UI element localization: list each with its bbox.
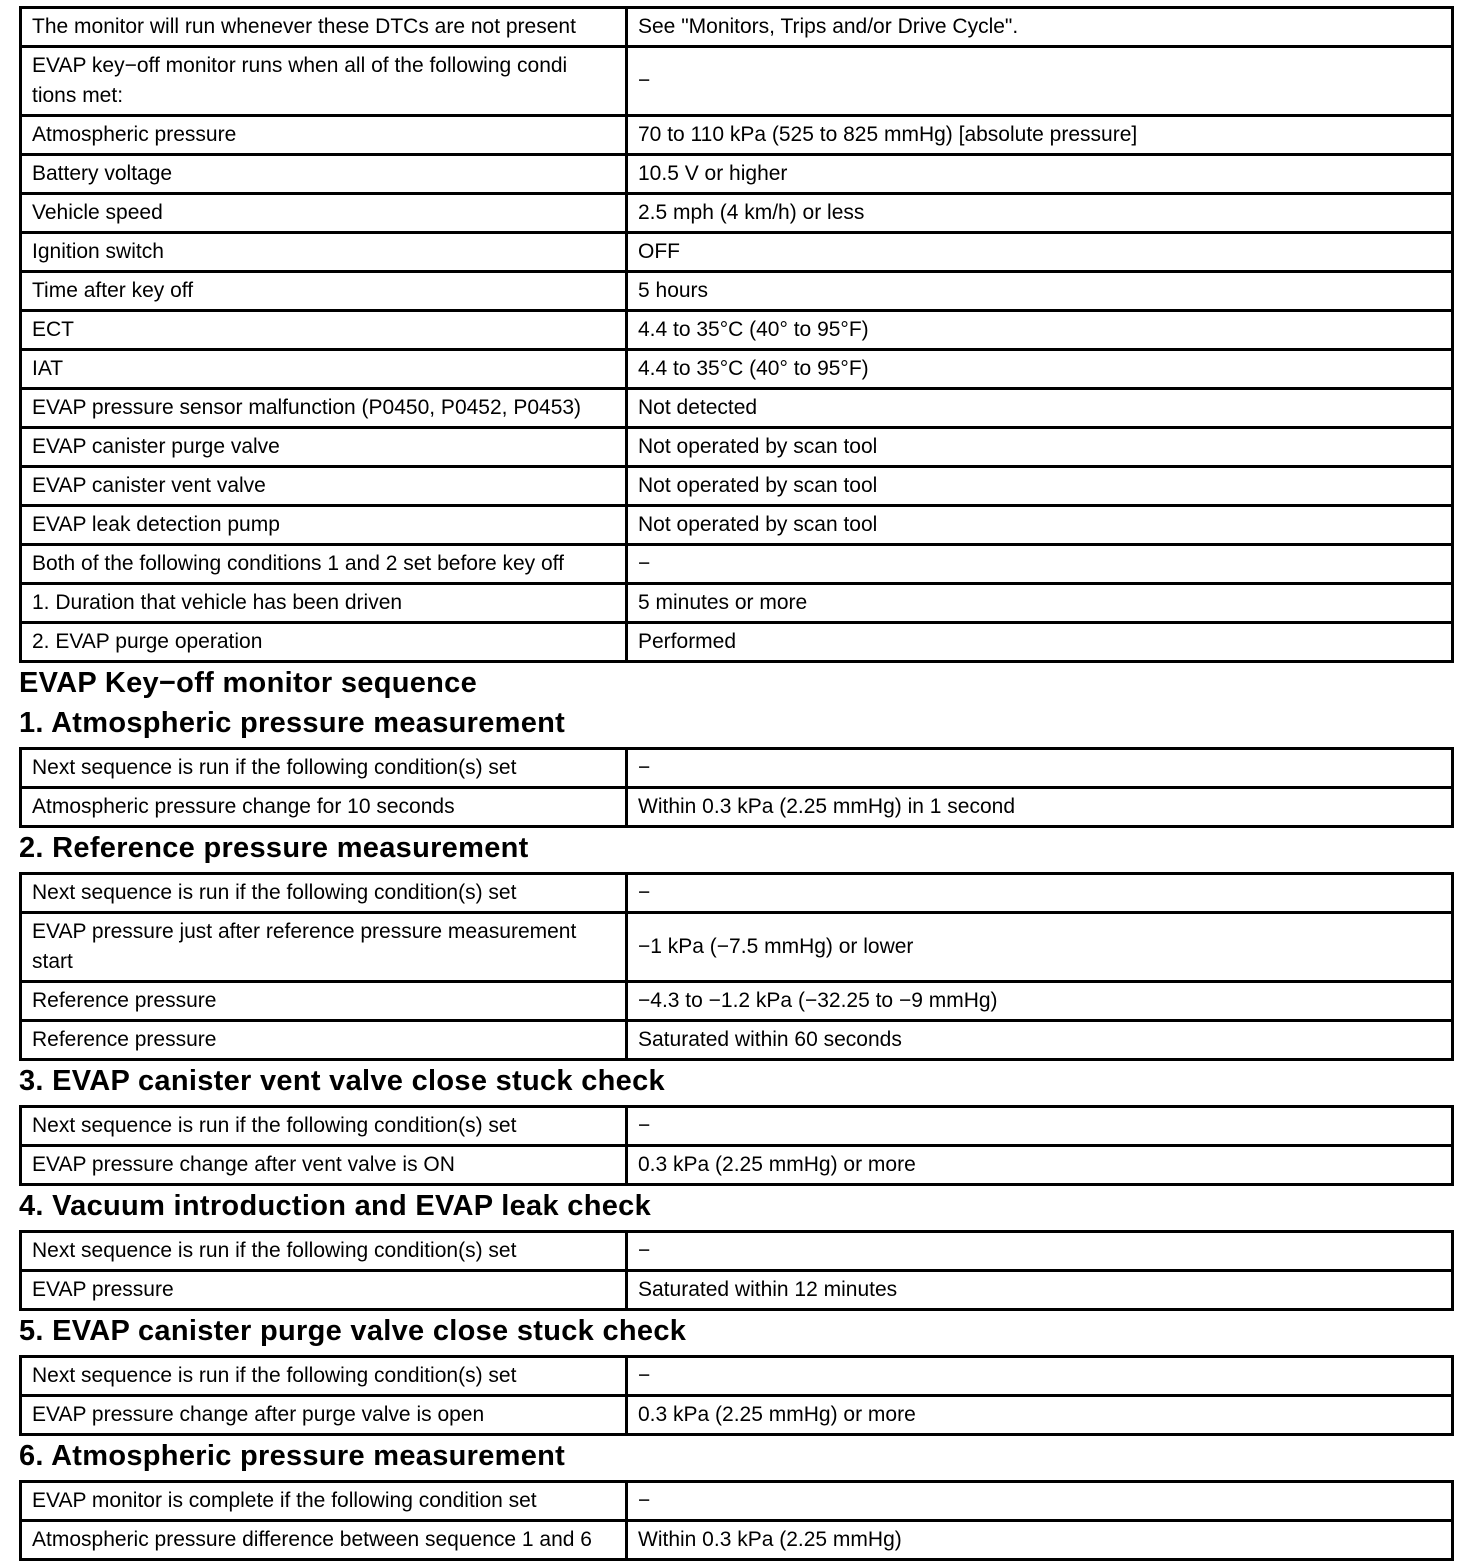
value-cell: 0.3 kPa (2.25 mmHg) or more: [627, 1396, 1453, 1435]
condition-cell: EVAP pressure: [21, 1271, 627, 1310]
condition-cell: Atmospheric pressure: [21, 116, 627, 155]
condition-cell: Both of the following conditions 1 and 2 set before key off: [21, 545, 627, 584]
sequence-title: EVAP Key−off monitor sequence: [19, 667, 478, 699]
condition-cell: IAT: [21, 350, 627, 389]
step-heading: 2. Reference pressure measurement: [19, 832, 529, 864]
condition-cell: Time after key off: [21, 272, 627, 311]
table-row: [21, 1271, 1453, 1310]
value-cell: See "Monitors, Trips and/or Drive Cycle".: [627, 8, 1453, 47]
value-cell: 5 hours: [627, 272, 1453, 311]
value-cell: −: [627, 545, 1453, 584]
condition-cell: EVAP leak detection pump: [21, 506, 627, 545]
value-cell: Performed: [627, 623, 1453, 662]
condition-cell: Next sequence is run if the following condition(s) set: [21, 874, 627, 913]
table-row: [21, 389, 1453, 428]
condition-cell: Atmospheric pressure difference between sequence 1 and 6: [21, 1521, 627, 1560]
table-row: [21, 1396, 1453, 1435]
table-row: [21, 272, 1453, 311]
condition-cell: EVAP pressure sensor malfunction (P0450, P0452, P0453): [21, 389, 627, 428]
table-row: [21, 1107, 1453, 1146]
condition-cell: Reference pressure: [21, 1021, 627, 1060]
condition-cell: Next sequence is run if the following condition(s) set: [21, 1232, 627, 1271]
table-row: [21, 194, 1453, 233]
table-row: [21, 1021, 1453, 1060]
value-cell: −4.3 to −1.2 kPa (−32.25 to −9 mmHg): [627, 982, 1453, 1021]
value-cell: −: [627, 47, 1453, 116]
table-row: [21, 506, 1453, 545]
table-row: [21, 982, 1453, 1021]
value-cell: 4.4 to 35°C (40° to 95°F): [627, 350, 1453, 389]
table-row: [21, 545, 1453, 584]
table-row: [21, 428, 1453, 467]
table-row: [21, 8, 1453, 47]
table-row: [21, 1521, 1453, 1560]
step-heading: 3. EVAP canister vent valve close stuck check: [19, 1065, 665, 1097]
condition-cell: Atmospheric pressure change for 10 seconds: [21, 788, 627, 827]
condition-cell: EVAP monitor is complete if the following condition set: [21, 1482, 627, 1521]
table-row: [21, 116, 1453, 155]
value-cell: Not operated by scan tool: [627, 506, 1453, 545]
value-cell: −: [627, 1107, 1453, 1146]
value-cell: −: [627, 749, 1453, 788]
condition-cell: EVAP pressure change after purge valve is open: [21, 1396, 627, 1435]
value-cell: 0.3 kPa (2.25 mmHg) or more: [627, 1146, 1453, 1185]
condition-cell: Next sequence is run if the following condition(s) set: [21, 749, 627, 788]
value-cell: −: [627, 1232, 1453, 1271]
table-row: [21, 47, 1453, 116]
value-cell: −1 kPa (−7.5 mmHg) or lower: [627, 913, 1453, 982]
value-cell: 4.4 to 35°C (40° to 95°F): [627, 311, 1453, 350]
value-cell: −: [627, 1357, 1453, 1396]
step-table: [19, 1230, 1454, 1311]
condition-cell: The monitor will run whenever these DTCs are not present: [21, 8, 627, 47]
table-row: [21, 584, 1453, 623]
document: [19, 6, 1451, 1561]
step-heading: 4. Vacuum introduction and EVAP leak check: [19, 1190, 651, 1222]
table-row: [21, 155, 1453, 194]
condition-cell: Vehicle speed: [21, 194, 627, 233]
value-cell: 10.5 V or higher: [627, 155, 1453, 194]
step-table: [19, 1105, 1454, 1186]
condition-cell: EVAP pressure just after reference pressure measurement start: [21, 913, 627, 982]
condition-cell: Next sequence is run if the following condition(s) set: [21, 1357, 627, 1396]
value-cell: OFF: [627, 233, 1453, 272]
condition-cell: Next sequence is run if the following condition(s) set: [21, 1107, 627, 1146]
condition-cell: Ignition switch: [21, 233, 627, 272]
condition-cell: EVAP canister purge valve: [21, 428, 627, 467]
condition-cell: EVAP pressure change after vent valve is ON: [21, 1146, 627, 1185]
value-cell: −: [627, 1482, 1453, 1521]
value-cell: Saturated within 60 seconds: [627, 1021, 1453, 1060]
table-row: [21, 788, 1453, 827]
step-table: [19, 872, 1454, 1061]
table-row: [21, 913, 1453, 982]
value-cell: Within 0.3 kPa (2.25 mmHg): [627, 1521, 1453, 1560]
value-cell: Not operated by scan tool: [627, 428, 1453, 467]
table-row: [21, 1146, 1453, 1185]
table-row: [21, 623, 1453, 662]
step-heading: 5. EVAP canister purge valve close stuck check: [19, 1315, 687, 1347]
condition-cell: 1. Duration that vehicle has been driven: [21, 584, 627, 623]
condition-cell: EVAP key−off monitor runs when all of the following condi tions met:: [21, 47, 627, 116]
value-cell: 5 minutes or more: [627, 584, 1453, 623]
value-cell: −: [627, 874, 1453, 913]
step-table: [19, 1480, 1454, 1561]
table-row: [21, 350, 1453, 389]
table-row: [21, 874, 1453, 913]
step-heading: 6. Atmospheric pressure measurement: [19, 1440, 566, 1472]
monitor-conditions-table: [19, 6, 1454, 663]
table-row: [21, 311, 1453, 350]
value-cell: 70 to 110 kPa (525 to 825 mmHg) [absolute pressure]: [627, 116, 1453, 155]
table-row: [21, 467, 1453, 506]
value-cell: 2.5 mph (4 km/h) or less: [627, 194, 1453, 233]
condition-cell: Battery voltage: [21, 155, 627, 194]
condition-cell: Reference pressure: [21, 982, 627, 1021]
value-cell: Not detected: [627, 389, 1453, 428]
table-row: [21, 1482, 1453, 1521]
condition-cell: ECT: [21, 311, 627, 350]
condition-cell: EVAP canister vent valve: [21, 467, 627, 506]
condition-cell: 2. EVAP purge operation: [21, 623, 627, 662]
step-heading: 1. Atmospheric pressure measurement: [19, 707, 566, 739]
value-cell: Within 0.3 kPa (2.25 mmHg) in 1 second: [627, 788, 1453, 827]
table-row: [21, 233, 1453, 272]
table-row: [21, 1232, 1453, 1271]
step-table: [19, 747, 1454, 828]
table-row: [21, 1357, 1453, 1396]
step-table: [19, 1355, 1454, 1436]
table-row: [21, 749, 1453, 788]
value-cell: Not operated by scan tool: [627, 467, 1453, 506]
value-cell: Saturated within 12 minutes: [627, 1271, 1453, 1310]
